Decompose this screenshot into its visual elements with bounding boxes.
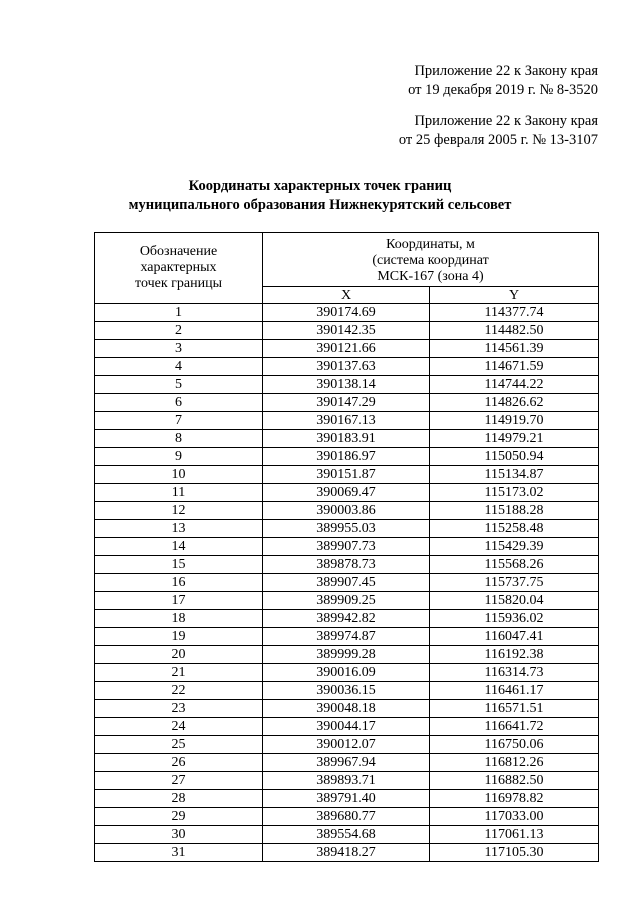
y-coordinate-cell: 117105.30 <box>430 844 599 862</box>
y-coordinate-cell: 117061.13 <box>430 826 599 844</box>
point-number-cell: 30 <box>95 826 263 844</box>
point-number-cell: 23 <box>95 700 263 718</box>
y-coordinate-cell: 115173.02 <box>430 484 599 502</box>
x-coordinate-cell: 389942.82 <box>263 610 430 628</box>
y-coordinate-cell: 114377.74 <box>430 304 599 322</box>
y-coordinate-cell: 114561.39 <box>430 340 599 358</box>
y-coordinate-cell: 116750.06 <box>430 736 599 754</box>
x-coordinate-cell: 389909.25 <box>263 592 430 610</box>
table-row <box>95 538 599 556</box>
x-coordinate-cell: 390138.14 <box>263 376 430 394</box>
annex-original-line1: Приложение 22 к Закону края <box>414 113 598 129</box>
table-row <box>95 574 599 592</box>
x-coordinate-cell: 389974.87 <box>263 628 430 646</box>
point-number-cell: 15 <box>95 556 263 574</box>
y-coordinate-cell: 114979.21 <box>430 430 599 448</box>
y-coordinate-cell: 116314.73 <box>430 664 599 682</box>
header-coordinates: Координаты, м (система координат МСК-167 (зона 4) <box>263 233 599 287</box>
table-row <box>95 430 599 448</box>
table-row <box>95 628 599 646</box>
x-coordinate-cell: 390044.17 <box>263 718 430 736</box>
x-coordinate-cell: 390183.91 <box>263 430 430 448</box>
y-coordinate-cell: 114482.50 <box>430 322 599 340</box>
table-row <box>95 646 599 664</box>
x-coordinate-cell: 389878.73 <box>263 556 430 574</box>
coordinates-table <box>94 232 599 862</box>
table-row <box>95 736 599 754</box>
x-coordinate-cell: 390137.63 <box>263 358 430 376</box>
table-row <box>95 484 599 502</box>
table-row <box>95 844 599 862</box>
point-number-cell: 4 <box>95 358 263 376</box>
table-row <box>95 826 599 844</box>
x-coordinate-cell: 390167.13 <box>263 412 430 430</box>
x-coordinate-cell: 390069.47 <box>263 484 430 502</box>
x-coordinate-cell: 390151.87 <box>263 466 430 484</box>
annex-reference-original <box>399 112 598 150</box>
table-row <box>95 304 599 322</box>
point-number-cell: 20 <box>95 646 263 664</box>
x-coordinate-cell: 389680.77 <box>263 808 430 826</box>
y-coordinate-cell: 115188.28 <box>430 502 599 520</box>
table-row <box>95 718 599 736</box>
table-row <box>95 394 599 412</box>
annex-reference-current <box>408 62 598 100</box>
y-coordinate-cell: 114744.22 <box>430 376 599 394</box>
x-coordinate-cell: 390016.09 <box>263 664 430 682</box>
x-coordinate-cell: 390012.07 <box>263 736 430 754</box>
table-row <box>95 700 599 718</box>
table-row <box>95 808 599 826</box>
point-number-cell: 27 <box>95 772 263 790</box>
table-row <box>95 340 599 358</box>
x-coordinate-cell: 389967.94 <box>263 754 430 772</box>
table-row <box>95 376 599 394</box>
y-coordinate-cell: 115737.75 <box>430 574 599 592</box>
point-number-cell: 28 <box>95 790 263 808</box>
y-coordinate-cell: 114919.70 <box>430 412 599 430</box>
table-row <box>95 412 599 430</box>
y-coordinate-cell: 116192.38 <box>430 646 599 664</box>
point-number-cell: 18 <box>95 610 263 628</box>
header-x: X <box>263 287 430 304</box>
point-number-cell: 21 <box>95 664 263 682</box>
table-row <box>95 322 599 340</box>
y-coordinate-cell: 116882.50 <box>430 772 599 790</box>
table-row <box>95 772 599 790</box>
point-number-cell: 3 <box>95 340 263 358</box>
y-coordinate-cell: 115936.02 <box>430 610 599 628</box>
table-row <box>95 556 599 574</box>
point-number-cell: 24 <box>95 718 263 736</box>
title-line1: Координаты характерных точек границ <box>188 178 452 194</box>
x-coordinate-cell: 389554.68 <box>263 826 430 844</box>
x-coordinate-cell: 390048.18 <box>263 700 430 718</box>
x-coordinate-cell: 390003.86 <box>263 502 430 520</box>
table-row <box>95 754 599 772</box>
point-number-cell: 11 <box>95 484 263 502</box>
point-number-cell: 5 <box>95 376 263 394</box>
point-number-cell: 7 <box>95 412 263 430</box>
x-coordinate-cell: 389907.45 <box>263 574 430 592</box>
header-y: Y <box>430 287 599 304</box>
y-coordinate-cell: 115568.26 <box>430 556 599 574</box>
table-row <box>95 502 599 520</box>
y-coordinate-cell: 114671.59 <box>430 358 599 376</box>
table-row <box>95 448 599 466</box>
point-number-cell: 25 <box>95 736 263 754</box>
point-number-cell: 9 <box>95 448 263 466</box>
document-title <box>0 177 640 215</box>
point-number-cell: 22 <box>95 682 263 700</box>
table-row <box>95 664 599 682</box>
coordinates-table-body <box>95 304 599 862</box>
x-coordinate-cell: 389418.27 <box>263 844 430 862</box>
y-coordinate-cell: 114826.62 <box>430 394 599 412</box>
table-row <box>95 592 599 610</box>
x-coordinate-cell: 390121.66 <box>263 340 430 358</box>
point-number-cell: 17 <box>95 592 263 610</box>
point-number-cell: 31 <box>95 844 263 862</box>
point-number-cell: 1 <box>95 304 263 322</box>
annex-original-line2: от 25 февраля 2005 г. № 13-3107 <box>398 132 598 148</box>
header-point-designation: Обозначение характерных точек границы <box>95 233 263 304</box>
table-row <box>95 790 599 808</box>
x-coordinate-cell: 389907.73 <box>263 538 430 556</box>
x-coordinate-cell: 389999.28 <box>263 646 430 664</box>
table-row <box>95 610 599 628</box>
x-coordinate-cell: 389955.03 <box>263 520 430 538</box>
x-coordinate-cell: 389791.40 <box>263 790 430 808</box>
y-coordinate-cell: 115134.87 <box>430 466 599 484</box>
x-coordinate-cell: 390174.69 <box>263 304 430 322</box>
point-number-cell: 19 <box>95 628 263 646</box>
point-number-cell: 29 <box>95 808 263 826</box>
y-coordinate-cell: 115050.94 <box>430 448 599 466</box>
y-coordinate-cell: 115429.39 <box>430 538 599 556</box>
title-line2: муниципального образования Нижнекурятский сельсовет <box>128 197 512 213</box>
annex-current-line2: от 19 декабря 2019 г. № 8-3520 <box>408 82 598 98</box>
y-coordinate-cell: 116571.51 <box>430 700 599 718</box>
point-number-cell: 2 <box>95 322 263 340</box>
point-number-cell: 16 <box>95 574 263 592</box>
point-number-cell: 12 <box>95 502 263 520</box>
x-coordinate-cell: 389893.71 <box>263 772 430 790</box>
x-coordinate-cell: 390186.97 <box>263 448 430 466</box>
table-row <box>95 466 599 484</box>
x-coordinate-cell: 390147.29 <box>263 394 430 412</box>
table-row <box>95 520 599 538</box>
table-row <box>95 682 599 700</box>
x-coordinate-cell: 390036.15 <box>263 682 430 700</box>
point-number-cell: 13 <box>95 520 263 538</box>
y-coordinate-cell: 115820.04 <box>430 592 599 610</box>
y-coordinate-cell: 117033.00 <box>430 808 599 826</box>
y-coordinate-cell: 116978.82 <box>430 790 599 808</box>
annex-current-line1: Приложение 22 к Закону края <box>414 63 598 79</box>
y-coordinate-cell: 116461.17 <box>430 682 599 700</box>
y-coordinate-cell: 116047.41 <box>430 628 599 646</box>
x-coordinate-cell: 390142.35 <box>263 322 430 340</box>
point-number-cell: 6 <box>95 394 263 412</box>
table-row <box>95 358 599 376</box>
point-number-cell: 8 <box>95 430 263 448</box>
y-coordinate-cell: 116812.26 <box>430 754 599 772</box>
y-coordinate-cell: 115258.48 <box>430 520 599 538</box>
y-coordinate-cell: 116641.72 <box>430 718 599 736</box>
point-number-cell: 26 <box>95 754 263 772</box>
point-number-cell: 10 <box>95 466 263 484</box>
point-number-cell: 14 <box>95 538 263 556</box>
